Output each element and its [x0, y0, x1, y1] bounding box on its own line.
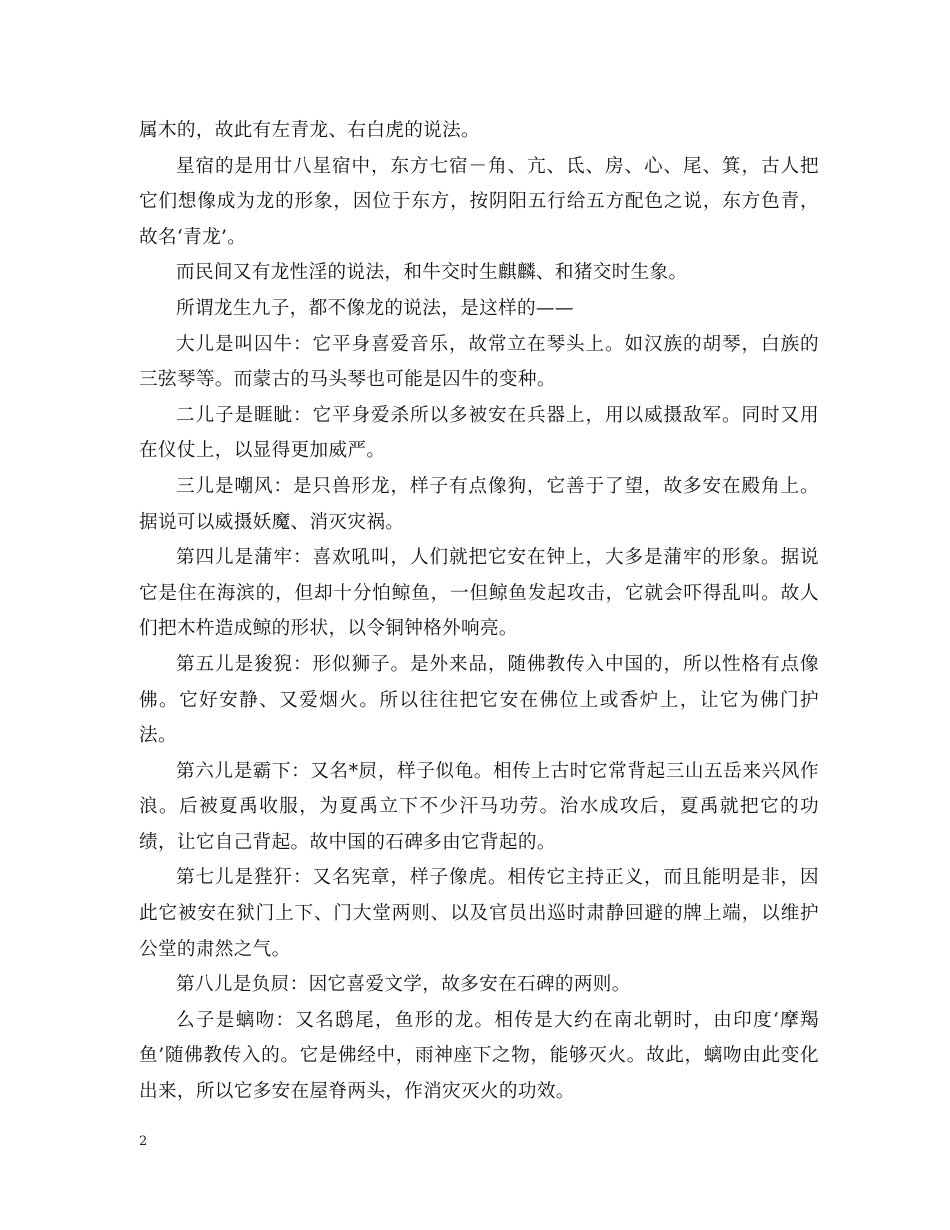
paragraph: 属木的，故此有左青龙、右白虎的说法。: [139, 120, 480, 141]
paragraph: 所谓龙生九子，都不像龙的说法，是这样的——: [176, 297, 574, 319]
paragraph: 大儿是叫囚牛：它平身喜爱音乐，故常立在琴头上。如汉族的胡琴，白族的三弦琴等。而蒙古的马头琴也可能是囚牛的变种。: [139, 333, 819, 391]
paragraph: 第五儿是狻猊：形似狮子。是外来品，随佛教传入中国的，所以性格有点像佛。它好安静、又爱烟火。所以往往把它安在佛位上或香炉上，让它为佛门护法。: [139, 653, 819, 747]
paragraph: 第四儿是蒲牢：喜欢吼叫，人们就把它安在钟上，大多是蒲牢的形象。据说它是住在海滨的，但却十分怕鲸鱼，一但鲸鱼发起攻击，它就会吓得乱叫。故人们把木杵造成鲸的形状，以令铜钟格外响亮。: [139, 547, 819, 640]
paragraph: 而民间又有龙性淫的说法，和牛交时生麒麟、和猪交时生象。: [176, 262, 688, 284]
body-text: [139, 113, 819, 1110]
paragraph: 第八儿是负屃：因它喜爱文学，故多安在石碑的两则。: [176, 974, 631, 996]
paragraph: 么子是螭吻：又名鸱尾，鱼形的龙。相传是大约在南北朝时，由印度‘摩羯鱼’随佛教传入的。它是佛经中，雨神座下之物，能够灭火。故此，螭吻由此变化出来，所以它多安在屋脊两头，作消灾灭火的功效。: [139, 1009, 819, 1103]
paragraph: 星宿的是用廿八星宿中，东方七宿－角、亢、氐、房、心、尾、箕，古人把它们想像成为龙的形象，因位于东方，按阴阳五行给五方配色之说，东方色青，故名‘青龙’。: [139, 155, 819, 248]
paragraph: 第六儿是霸下：又名*屃，样子似龟。相传上古时它常背起三山五岳来兴风作浪。后被夏禹收服，为夏禹立下不少汗马功劳。治水成攻后，夏禹就把它的功绩，让它自己背起。故中国的石碑多由它背起的。: [139, 760, 819, 853]
paragraph: 二儿子是睚眦：它平身爱杀所以多被安在兵器上，用以威摄敌军。同时又用在仪仗上，以显得更加威严。: [139, 404, 819, 462]
paragraph: 三儿是嘲风：是只兽形龙，样子有点像狗，它善于了望，故多安在殿角上。据说可以威摄妖魔、消灭灾祸。: [139, 475, 819, 533]
paragraph: 第七儿是狴犴：又名宪章，样子像虎。相传它主持正义，而且能明是非，因此它被安在狱门上下、门大堂两则、以及官员出巡时肃静回避的牌上端，以维护公堂的肃然之气。: [139, 867, 819, 960]
page-number: 2: [139, 1134, 148, 1149]
